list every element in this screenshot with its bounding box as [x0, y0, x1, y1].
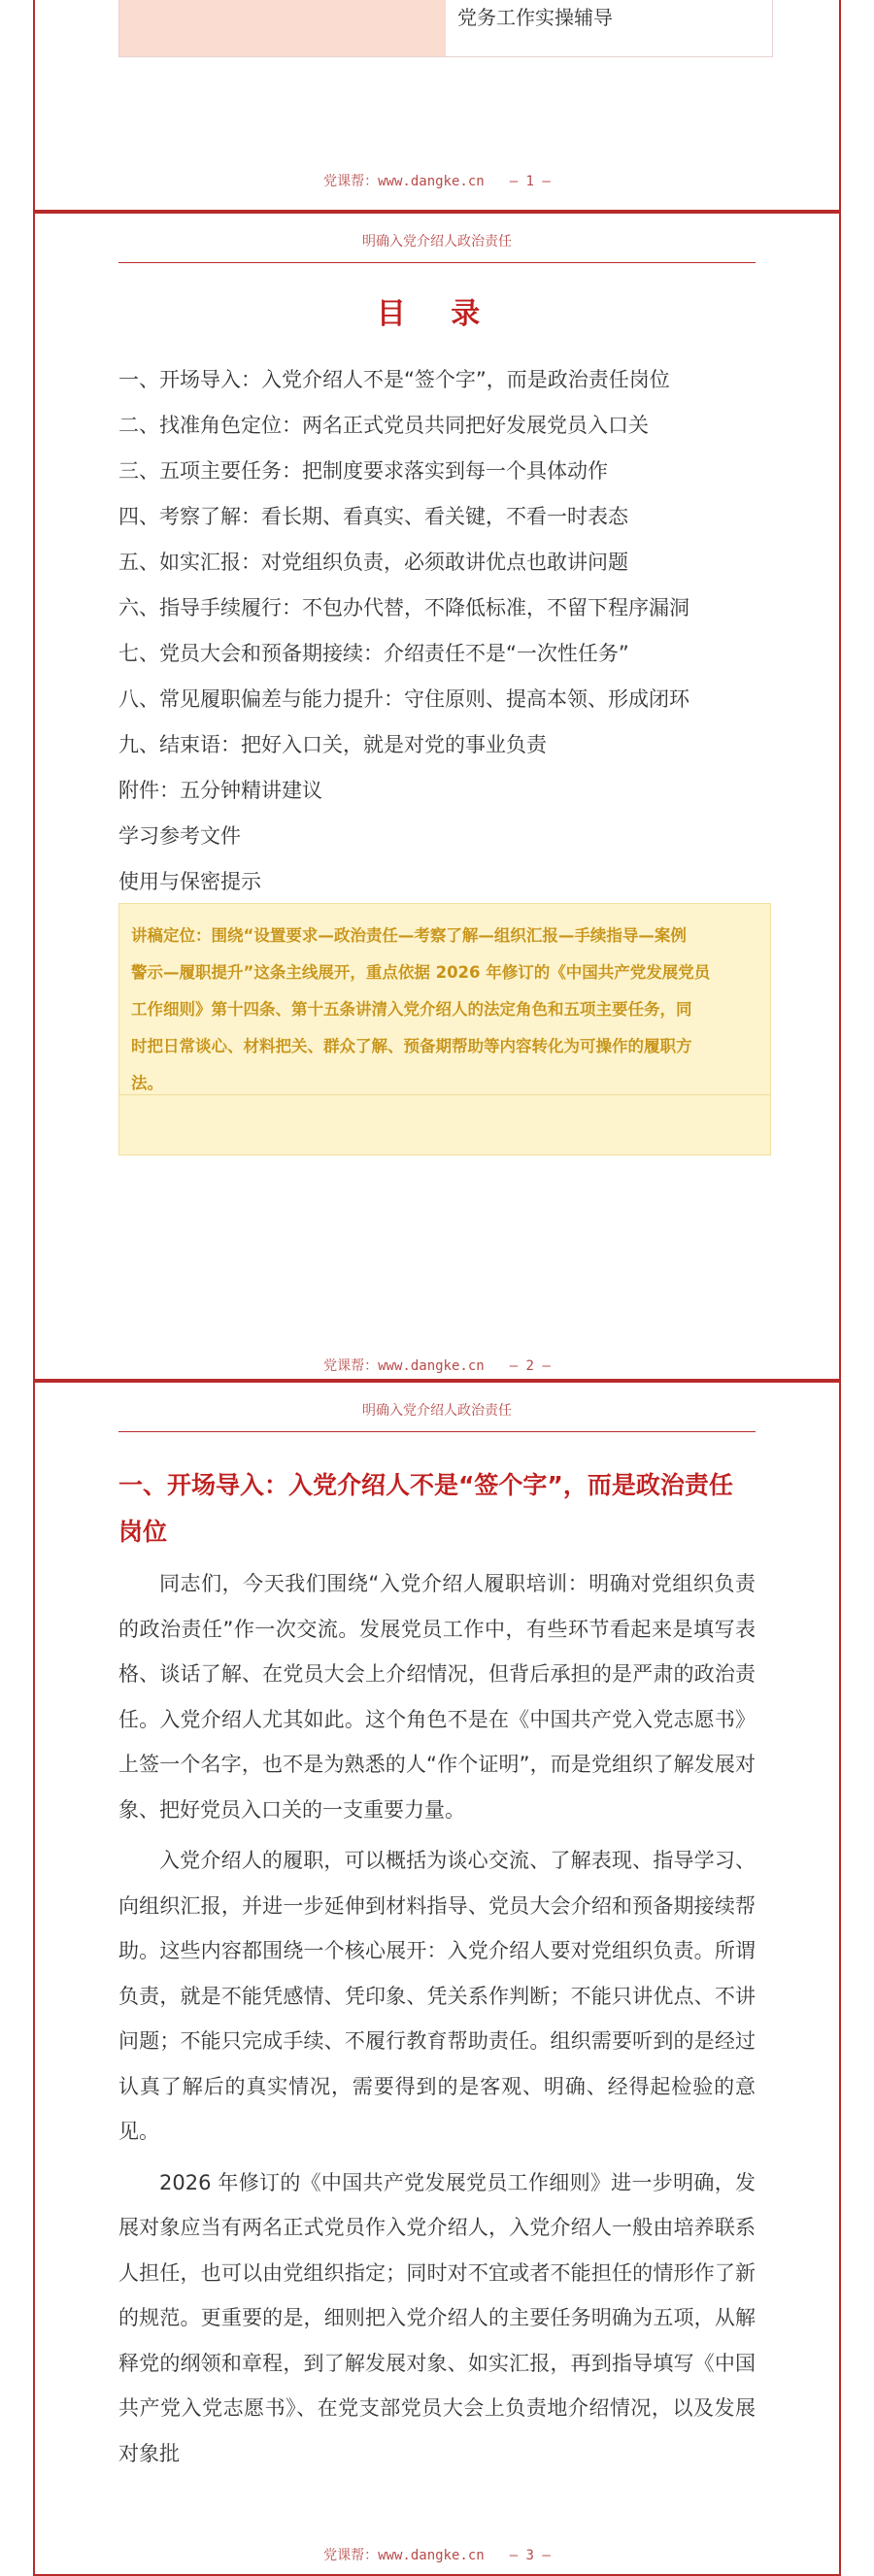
running-head: 明确入党介绍人政治责任: [362, 1403, 512, 1419]
footer-site: 党课帮：www.dangke.cn: [323, 1358, 485, 1374]
body-paragraph: 同志们，今天我们围绕“入党介绍人履职培训：明确对党组织负责的政治责任”作一次交流。发展党员工作中，有些环节看起来是填写表格、谈话了解、在党员大会上介绍情况，但背后承担的是严肃的政治责任。入党介绍人尤其如此。这个角色不是在《中国共产党入党志愿书》上签一个名字，也不是为熟悉的人“作个证明”，而是党组织了解发展对象、把好党员入口关的一支重要力量。: [118, 1572, 756, 1822]
toc-item[interactable]: 四、考察了解：看长期、看真实、看关键，不看一时表态: [118, 505, 628, 528]
footer-page-number: — 2 —: [509, 1358, 551, 1374]
positioning-note-box: [118, 903, 771, 1155]
toc-item[interactable]: 五、如实汇报：对党组织负责，必须敢讲优点也敢讲问题: [118, 551, 628, 574]
table-fragment: [118, 0, 773, 57]
running-head: 明确入党介绍人政治责任: [362, 234, 512, 250]
footer-page-number: — 1 —: [509, 174, 551, 189]
toc-list: [118, 357, 756, 905]
toc-title: 目 录: [376, 297, 498, 331]
section-heading: 一、开场导入：入党介绍人不是“签个字”，而是政治责任岗位: [118, 1471, 733, 1546]
toc-item[interactable]: 二、找准角色定位：两名正式党员共同把好发展党员入口关: [118, 414, 649, 437]
note-line: 时把日常谈心、材料把关、群众了解、预备期帮助等内容转化为可操作的履职方: [131, 1037, 692, 1055]
toc-item[interactable]: 学习参考文件: [118, 824, 241, 848]
footer-site: 党课帮：www.dangke.cn: [323, 174, 485, 189]
page-footer: [35, 1355, 839, 1375]
toc-item[interactable]: 七、党员大会和预备期接续：介绍责任不是“一次性任务”: [118, 642, 629, 665]
head-rule: [118, 1431, 756, 1432]
note-line: 工作细则》第十四条、第十五条讲清入党介绍人的法定角色和五项主要任务，同: [131, 1000, 692, 1019]
note-line: 警示—履职提升”这条主线展开，重点依据 2026 年修订的《中国共产党发展党员: [131, 963, 711, 982]
table-cell-shaded: [119, 0, 446, 56]
head-rule: [118, 262, 756, 263]
toc-item[interactable]: 九、结束语：把好入口关，就是对党的事业负责: [118, 733, 547, 756]
footer-site: 党课帮：www.dangke.cn: [323, 2548, 485, 2563]
toc-item[interactable]: 八、常见履职偏差与能力提升：守住原则、提高本领、形成闭环: [118, 687, 689, 711]
page-footer: [35, 171, 839, 190]
note-line: 讲稿定位：围绕“设置要求—政治责任—考察了解—组织汇报—手续指导—案例: [131, 926, 687, 945]
page-footer: [35, 2545, 839, 2564]
toc-item[interactable]: 使用与保密提示: [118, 870, 261, 893]
body-paragraph: 2026 年修订的《中国共产党发展党员工作细则》进一步明确，发展对象应当有两名正式党员作入党介绍人，入党介绍人一般由培养联系人担任，也可以由党组织指定；同时对不宜或者不能担任的情形作了新的规范。更重要的是，细则把入党介绍人的主要任务明确为五项，从解释党的纲领和章程，到了解发展对象、如实汇报，再到指导填写《中国共产党入党志愿书》、在党支部党员大会上负责地介绍情况，以及发展对象批: [118, 2170, 756, 2465]
section-body: [118, 1561, 756, 2482]
toc-item[interactable]: 三、五项主要任务：把制度要求落实到每一个具体动作: [118, 459, 608, 483]
page-3: [33, 1381, 841, 2576]
page-2: [33, 212, 841, 1381]
page-1: [33, 0, 841, 212]
positioning-note-text: [119, 904, 770, 1102]
toc-item[interactable]: 一、开场导入：入党介绍人不是“签个字”，而是政治责任岗位: [118, 368, 670, 391]
body-paragraph: 入党介绍人的履职，可以概括为谈心交流、了解表现、指导学习、向组织汇报，并进一步延伸到材料指导、党员大会介绍和预备期接续帮助。这些内容都围绕一个核心展开：入党介绍人要对党组织负责。所谓负责，就是不能凭感情、凭印象、凭关系作判断；不能只讲优点、不讲问题；不能只完成手续、不履行教育帮助责任。组织需要听到的是经过认真了解后的真实情况，需要得到的是客观、明确、经得起检验的意见。: [118, 1849, 756, 2143]
toc-item[interactable]: 附件：五分钟精讲建议: [118, 779, 322, 802]
table-cell-text: 党务工作实操辅导: [457, 6, 613, 29]
toc-item[interactable]: 六、指导手续履行：不包办代替，不降低标准，不留下程序漏洞: [118, 596, 689, 619]
note-line: 法。: [131, 1074, 163, 1092]
note-divider: [119, 1094, 770, 1095]
footer-page-number: — 3 —: [509, 2548, 551, 2563]
